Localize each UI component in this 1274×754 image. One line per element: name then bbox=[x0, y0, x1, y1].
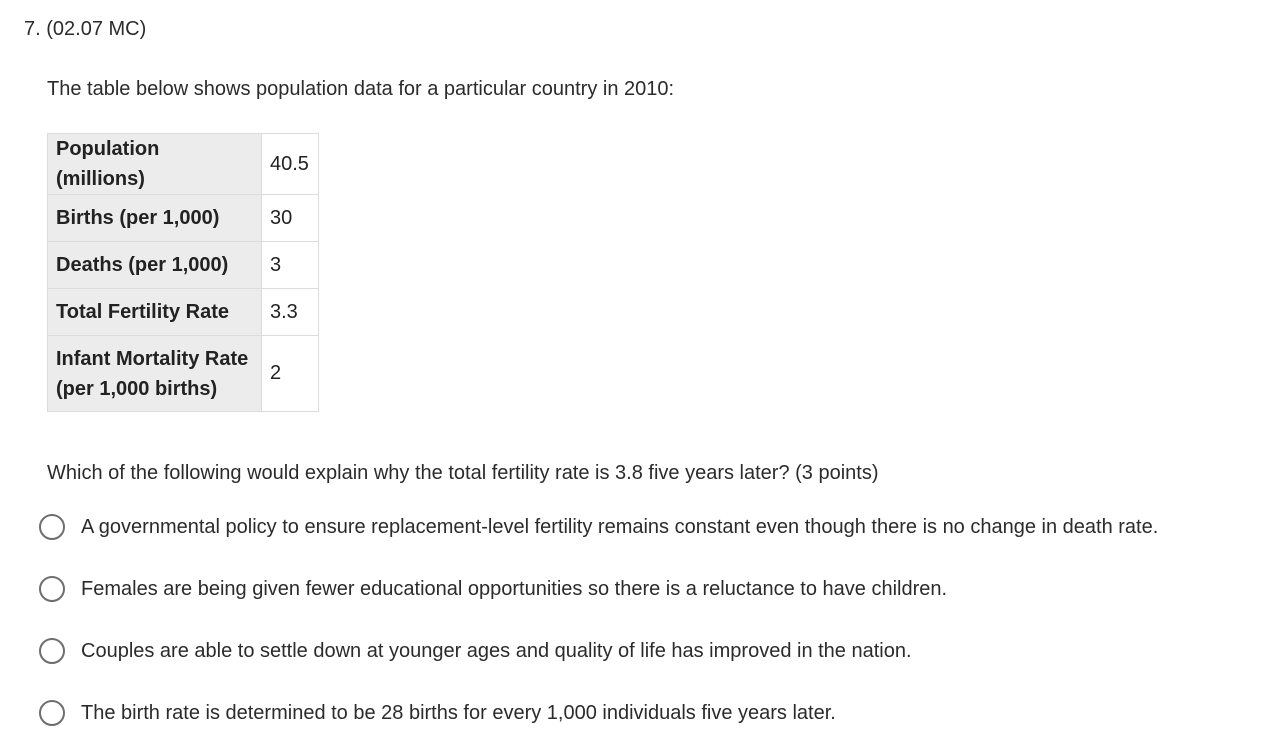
table-row-value: 30 bbox=[262, 195, 319, 242]
table-row bbox=[48, 289, 319, 336]
table-row-value: 3.3 bbox=[262, 289, 319, 336]
answer-option-3[interactable] bbox=[39, 636, 912, 666]
table-row-label: Infant Mortality Rate (per 1,000 births) bbox=[48, 336, 262, 412]
radio-button-icon[interactable] bbox=[39, 700, 65, 726]
table-row-label: Population (millions) bbox=[48, 134, 262, 195]
table-row-label: Births (per 1,000) bbox=[48, 195, 262, 242]
population-data-table bbox=[47, 133, 319, 412]
answer-option-2[interactable] bbox=[39, 574, 947, 604]
radio-button-icon[interactable] bbox=[39, 638, 65, 664]
answer-option-1[interactable] bbox=[39, 512, 1158, 542]
question-number: 7. (02.07 MC) bbox=[24, 18, 147, 40]
table-row bbox=[48, 134, 319, 195]
radio-button-icon[interactable] bbox=[39, 514, 65, 540]
answer-option-label: The birth rate is determined to be 28 births for every 1,000 individuals five years later. bbox=[81, 702, 836, 724]
table-row-label: Total Fertility Rate bbox=[48, 289, 262, 336]
question-intro: The table below shows population data for a particular country in 2010: bbox=[47, 78, 675, 100]
table-row-value: 2 bbox=[262, 336, 319, 412]
table-row-value: 3 bbox=[262, 242, 319, 289]
table-row-label: Deaths (per 1,000) bbox=[48, 242, 262, 289]
table-row bbox=[48, 242, 319, 289]
radio-button-icon[interactable] bbox=[39, 576, 65, 602]
answer-option-label: Females are being given fewer educational opportunities so there is a reluctance to have children. bbox=[81, 578, 948, 600]
question-prompt: Which of the following would explain why the total fertility rate is 3.8 five years later? (3 points) bbox=[47, 462, 879, 484]
answer-option-label: Couples are able to settle down at younger ages and quality of life has improved in the nation. bbox=[81, 640, 912, 662]
answer-option-label: A governmental policy to ensure replacement-level fertility remains constant even though there is no change in death rate. bbox=[81, 516, 1159, 538]
table-row bbox=[48, 336, 319, 412]
table-row bbox=[48, 195, 319, 242]
table-row-value: 40.5 bbox=[262, 134, 319, 195]
answer-option-4[interactable] bbox=[39, 698, 836, 728]
